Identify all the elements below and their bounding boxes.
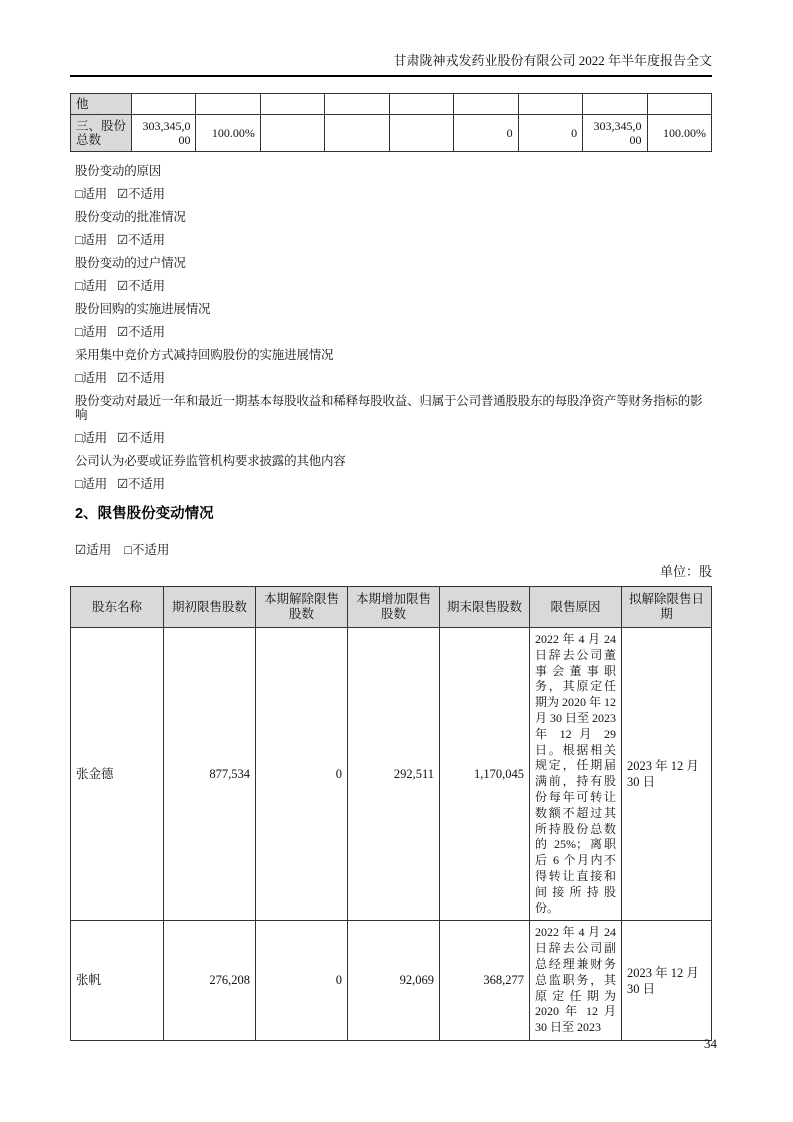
statement-checkline <box>70 279 712 293</box>
applicable-checkbox: □适用 <box>75 477 107 491</box>
share-structure-table-body <box>71 94 712 152</box>
not-applicable-checkbox: ☑不适用 <box>116 431 165 445</box>
applicable-checkbox: □适用 <box>75 325 107 339</box>
column-header-cell: 期初限售股数 <box>164 587 256 628</box>
not-applicable-checkbox: □不适用 <box>124 543 170 557</box>
statement-checkline <box>70 187 712 201</box>
statement-checkline <box>70 325 712 339</box>
statement-title: 股份变动的批准情况 <box>75 210 186 224</box>
statement-title: 股份变动的过户情况 <box>75 256 186 270</box>
unit-label: 单位：股 <box>659 564 712 579</box>
restricted-table-header-row <box>71 587 712 628</box>
applicable-checkbox: □适用 <box>75 279 107 293</box>
not-applicable-checkbox: ☑不适用 <box>116 279 165 293</box>
value-cell <box>132 94 196 115</box>
page-content <box>70 0 712 1041</box>
opening-restricted-shares-cell: 877,534 <box>164 628 256 921</box>
report-title: 甘肃陇神戎发药业股份有限公司 2022 年半年度报告全文 <box>393 53 712 68</box>
value-cell: 303,345,000 <box>132 115 196 152</box>
applicable-checkbox: □适用 <box>75 371 107 385</box>
statement-checkline <box>70 233 712 247</box>
statement-checkline <box>70 371 712 385</box>
restricted-table-row <box>71 921 712 1041</box>
column-header-cell: 本期增加限售股数 <box>348 587 440 628</box>
value-cell: 0 <box>518 115 582 152</box>
statement-checkline <box>70 431 712 445</box>
added-restricted-shares-cell: 92,069 <box>348 921 440 1041</box>
restriction-reason-cell: 2022 年 4 月 24 日辞去公司副总经理兼财务总监职务，其原定任期为 2020 年 12 月 30 日至 2023 <box>530 921 622 1041</box>
opening-restricted-shares-cell: 276,208 <box>164 921 256 1041</box>
not-applicable-checkbox: ☑不适用 <box>116 477 165 491</box>
not-applicable-checkbox: ☑不适用 <box>116 325 165 339</box>
value-cell <box>389 115 453 152</box>
applicable-checkbox: □适用 <box>75 431 107 445</box>
column-header-cell: 本期解除限售股数 <box>256 587 348 628</box>
restricted-table-body <box>71 628 712 1041</box>
column-header-cell: 股东名称 <box>71 587 164 628</box>
statements-section <box>70 164 712 491</box>
statement-title: 股份回购的实施进展情况 <box>75 302 211 316</box>
share-structure-row <box>71 115 712 152</box>
statement-title: 公司认为必要或证券监管机构要求披露的其他内容 <box>75 454 346 468</box>
value-cell <box>454 94 518 115</box>
value-cell <box>260 94 324 115</box>
share-structure-row <box>71 94 712 115</box>
applicable-checkbox: □适用 <box>75 233 107 247</box>
added-restricted-shares-cell: 292,511 <box>348 628 440 921</box>
column-header-cell: 拟解除限售日期 <box>622 587 712 628</box>
restriction-reason-cell: 2022 年 4 月 24 日辞去公司董事会董事职务，其原定任期为 2020 年 12 月 30 日至 2023 年 12 月 29 日。根据相关规定，任期届满前，持有股份每年可转让数额不超过其所持股份总数的 25%；离职后 6 个月内不得转让直接和间接所持股份。 <box>530 628 622 921</box>
restricted-table-row <box>71 628 712 921</box>
applicable-checkbox: □适用 <box>75 187 107 201</box>
value-cell <box>325 115 389 152</box>
column-header-cell: 期末限售股数 <box>440 587 530 628</box>
statement-title: 股份变动的原因 <box>75 164 162 178</box>
report-header <box>70 0 712 77</box>
statement-checkline <box>70 477 712 491</box>
closing-restricted-shares-cell: 1,170,045 <box>440 628 530 921</box>
value-cell <box>389 94 453 115</box>
value-cell <box>325 94 389 115</box>
value-cell <box>518 94 582 115</box>
column-header-cell: 限售原因 <box>530 587 622 628</box>
section-applicable-checkline <box>70 543 712 557</box>
statement-title: 采用集中竞价方式减持回购股份的实施进展情况 <box>75 348 334 362</box>
shareholder-name-cell: 张金德 <box>71 628 164 921</box>
statement-title: 股份变动对最近一年和最近一期基本每股收益和稀释每股收益、归属于公司普通股股东的每股净资产等财务指标的影响 <box>75 394 703 422</box>
row-label-cell: 他 <box>71 94 132 115</box>
row-label-cell: 三、股份总数 <box>71 115 132 152</box>
value-cell <box>260 115 324 152</box>
value-cell: 100.00% <box>647 115 712 152</box>
released-shares-cell: 0 <box>256 921 348 1041</box>
not-applicable-checkbox: ☑不适用 <box>116 187 165 201</box>
not-applicable-checkbox: ☑不适用 <box>116 371 165 385</box>
value-cell <box>583 94 647 115</box>
restricted-shares-table <box>70 586 712 1041</box>
value-cell: 100.00% <box>196 115 260 152</box>
page-number: 34 <box>704 1036 717 1051</box>
not-applicable-checkbox: ☑不适用 <box>116 233 165 247</box>
closing-restricted-shares-cell: 368,277 <box>440 921 530 1041</box>
value-cell <box>196 94 260 115</box>
applicable-checkbox: ☑适用 <box>75 543 112 557</box>
section-heading: 2、限售股份变动情况 <box>75 506 214 522</box>
planned-release-date-cell: 2023 年 12 月 30 日 <box>622 921 712 1041</box>
value-cell: 303,345,000 <box>583 115 647 152</box>
share-structure-table <box>70 93 712 152</box>
planned-release-date-cell: 2023 年 12 月 30 日 <box>622 628 712 921</box>
value-cell <box>647 94 712 115</box>
shareholder-name-cell: 张帆 <box>71 921 164 1041</box>
released-shares-cell: 0 <box>256 628 348 921</box>
value-cell: 0 <box>454 115 518 152</box>
